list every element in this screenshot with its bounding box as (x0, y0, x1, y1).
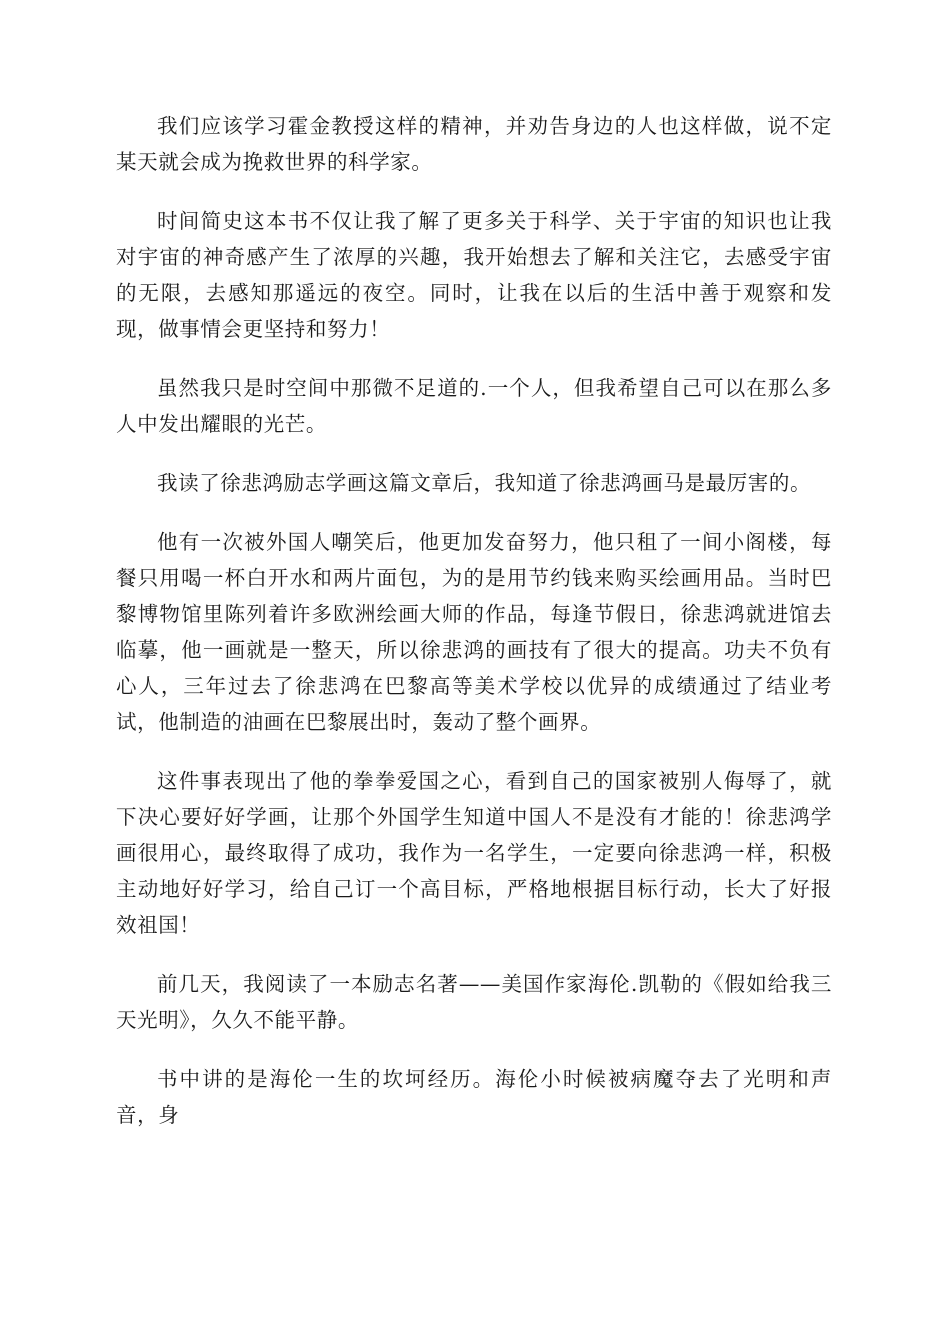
paragraph-6: 这件事表现出了他的拳拳爱国之心，看到自己的国家被别人侮辱了，就下决心要好好学画，让那个外国学生知道中国人不是没有才能的！徐悲鸿学画很用心，最终取得了成功，我作为一名学生，一定要向徐悲鸿一样，积极主动地好好学习，给自己订一个高目标，严格地根据目标行动，长大了好报效祖国！ (116, 769, 832, 937)
paragraph-2: 时间简史这本书不仅让我了解了更多关于科学、关于宇宙的知识也让我对宇宙的神奇感产生了浓厚的兴趣，我开始想去了解和关注它，去感受宇宙的无限，去感知那遥远的夜空。同时，让我在以后的生活中善于观察和发现，做事情会更坚持和努力！ (116, 209, 832, 341)
paragraph-5: 他有一次被外国人嘲笑后，他更加发奋努力，他只租了一间小阁楼，每餐只用喝一杯白开水和两片面包，为的是用节约钱来购买绘画用品。当时巴黎博物馆里陈列着许多欧洲绘画大师的作品，每逢节假日，徐悲鸿就进馆去临摹，他一画就是一整天，所以徐悲鸿的画技有了很大的提高。功夫不负有心人，三年过去了徐悲鸿在巴黎高等美术学校以优异的成绩通过了结业考试，他制造的油画在巴黎展出时，轰动了整个画界。 (116, 530, 832, 734)
paragraph-1: 我们应该学习霍金教授这样的精神，并劝告身边的人也这样做，说不定某天就会成为挽救世界的科学家。 (116, 114, 832, 174)
paragraph-7: 前几天，我阅读了一本励志名著——美国作家海伦.凯勒的《假如给我三天光明》，久久不能平静。 (116, 972, 832, 1032)
paragraph-8: 书中讲的是海伦一生的坎坷经历。海伦小时候被病魔夺去了光明和声音，身 (116, 1067, 832, 1127)
paragraph-4: 我读了徐悲鸿励志学画这篇文章后，我知道了徐悲鸿画马是最厉害的。 (157, 471, 812, 495)
paragraph-3: 虽然我只是时空间中那微不足道的.一个人，但我希望自己可以在那么多人中发出耀眼的光芒。 (116, 376, 832, 436)
